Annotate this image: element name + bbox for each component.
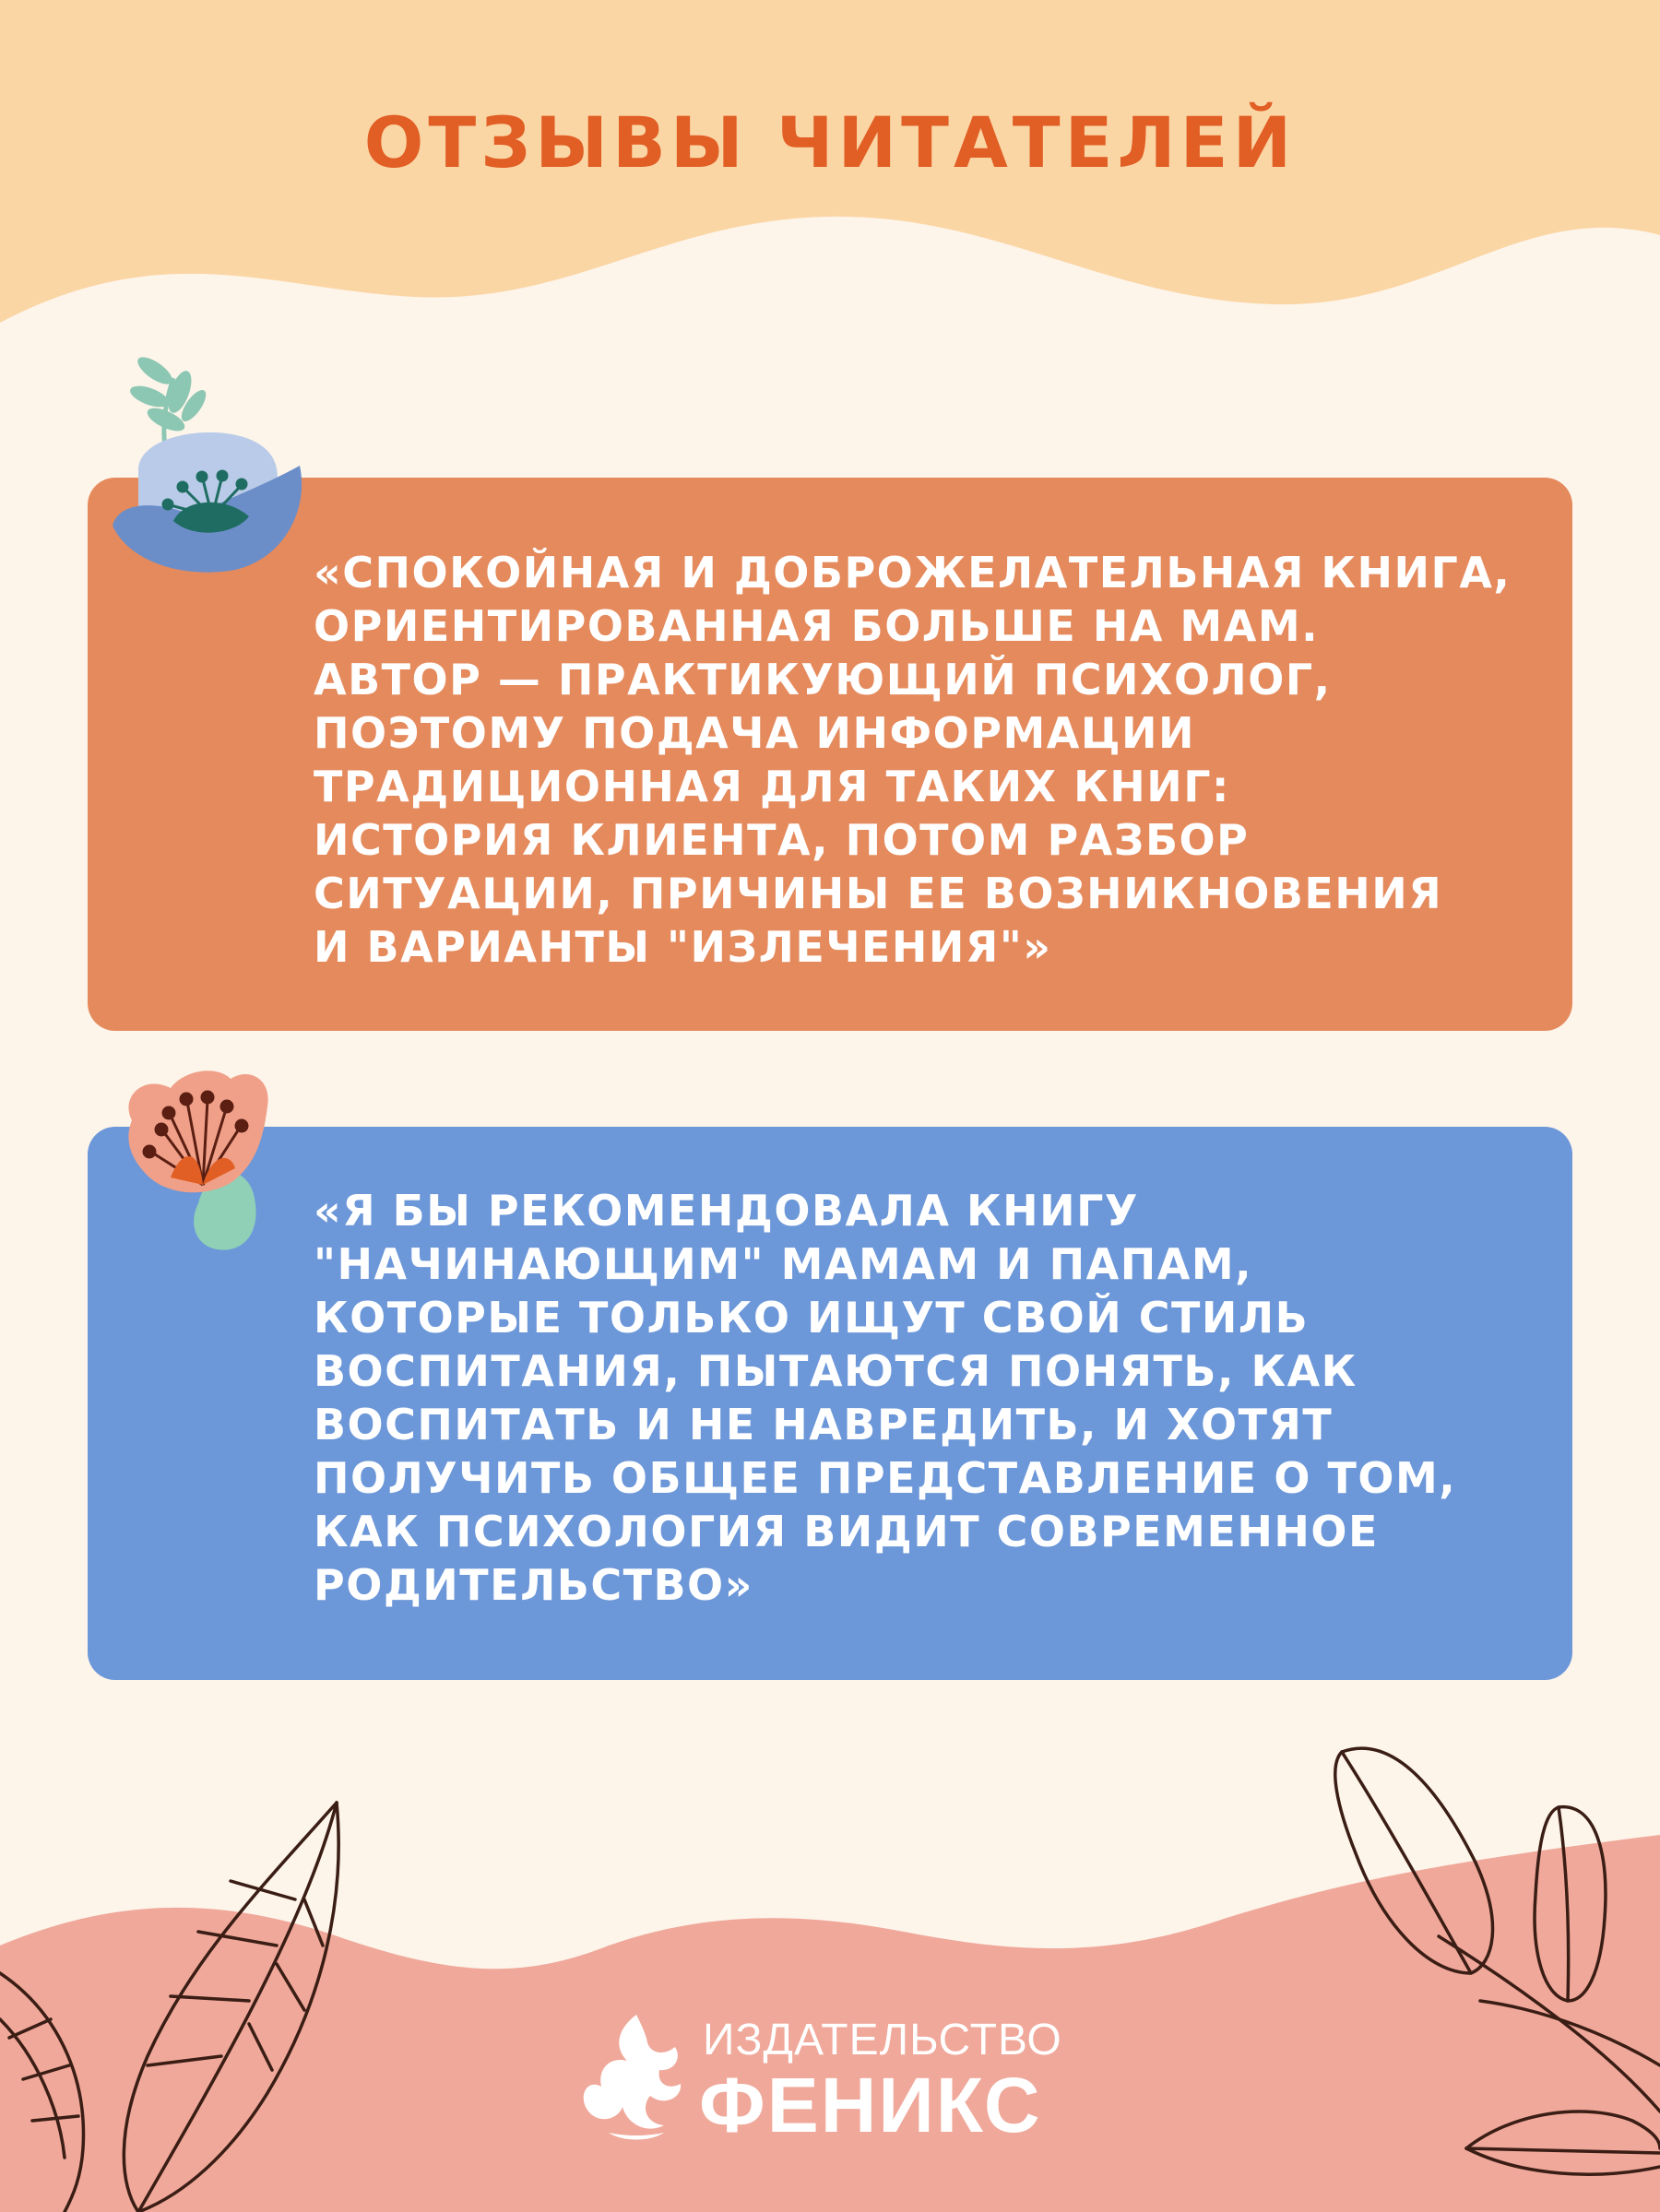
blue-flower-icon <box>65 341 314 590</box>
logo-publisher-name: ФЕНИКС <box>699 2062 1042 2148</box>
publisher-logo <box>572 2005 1062 2148</box>
orange-flower-icon <box>115 1065 277 1254</box>
review-card-2 <box>88 1127 1572 1680</box>
review-text-1: «СПОКОЙНАЯ И ДОБРОЖЕЛАТЕЛЬНАЯ КНИГА, ОРИЕНТИРОВАННАЯ БОЛЬШЕ НА МАМ. АВТОР — ПРАКТИКУЮЩИЙ ПСИХОЛОГ, ПОЭТОМУ ПОДАЧА ИНФОРМАЦИИ ТРАДИЦИОННАЯ ДЛЯ ТАКИХ КНИГ: ИСТОРИЯ КЛИЕНТА, ПОТОМ РАЗБОР СИТУАЦИИ, ПРИЧИНЫ ЕЕ ВОЗНИКНОВЕНИЯ И ВАРИАНТЫ "ИЗЛЕЧЕНИЯ"» <box>314 548 1512 972</box>
phoenix-flame-icon <box>572 2005 701 2144</box>
page-title: ОТЗЫВЫ ЧИТАТЕЛЕЙ <box>363 101 1297 183</box>
logo-publisher-label: ИЗДАТЕЛЬСТВО <box>703 2016 1062 2064</box>
review-text-2: «Я БЫ РЕКОМЕНДОВАЛА КНИГУ "НАЧИНАЮЩИМ" МАМАМ И ПАПАМ, КОТОРЫЕ ТОЛЬКО ИЩУТ СВОЙ СТИЛЬ ВОСПИТАНИЯ, ПЫТАЮТСЯ ПОНЯТЬ, КАК ВОСПИТАТЬ И НЕ НАВРЕДИТЬ, И ХОТЯТ ПОЛУЧИТЬ ОБЩЕЕ ПРЕДСТАВЛЕНИЕ О ТОМ, КАК ПСИХОЛОГИЯ ВИДИТ СОВРЕМЕННОЕ РОДИТЕЛЬСТВО» <box>314 1186 1457 1610</box>
